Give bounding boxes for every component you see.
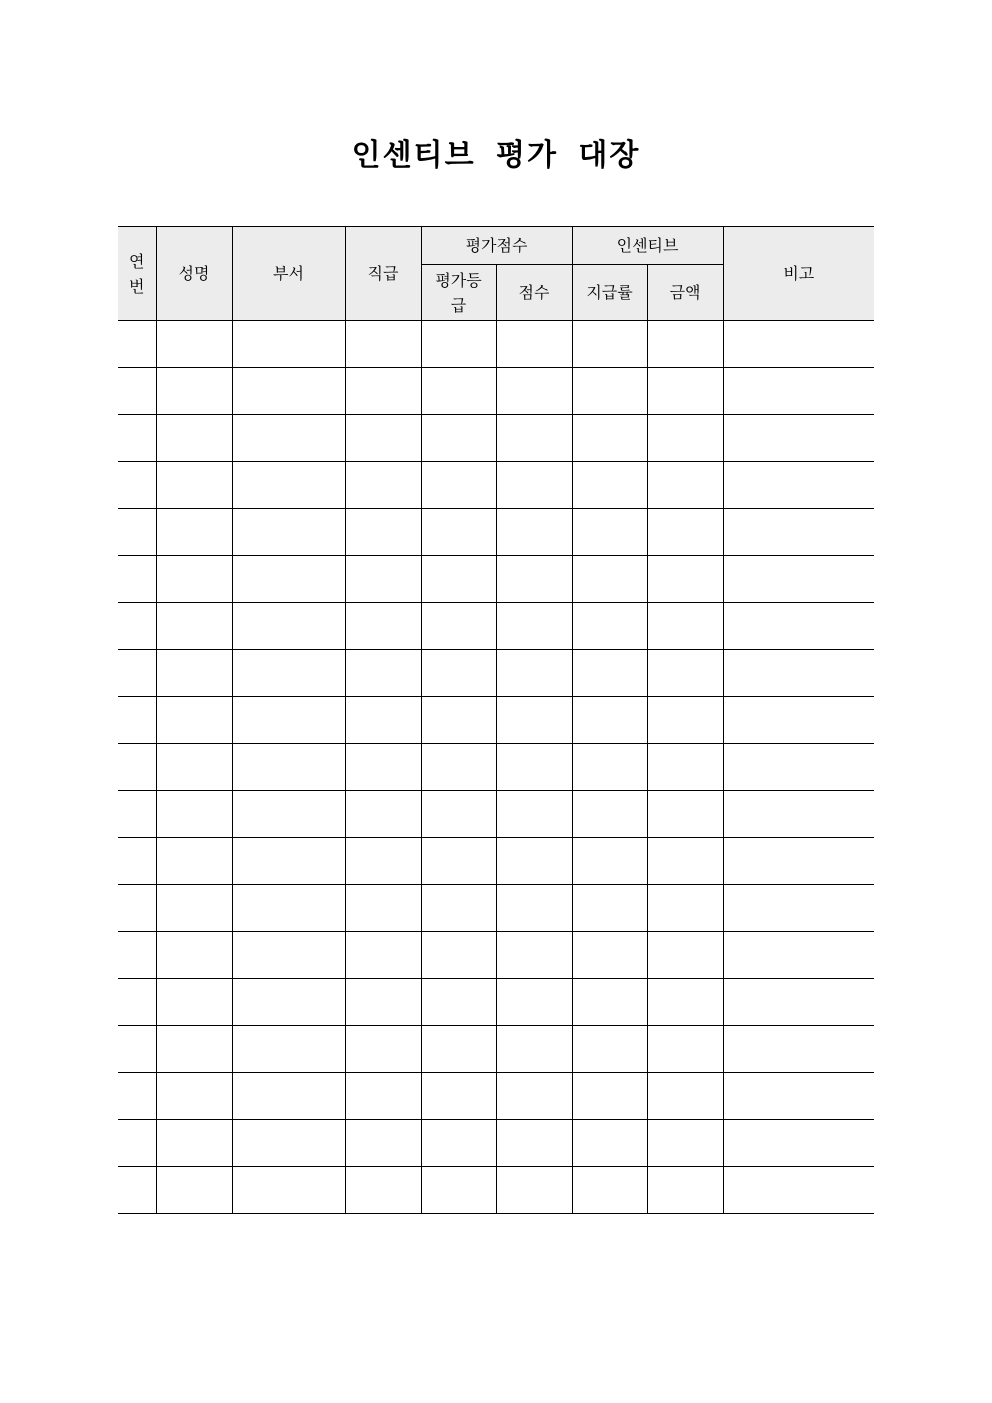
cell-dept[interactable] xyxy=(232,1073,345,1120)
cell-seq[interactable] xyxy=(118,697,156,744)
cell-pay-rate[interactable] xyxy=(572,979,647,1026)
cell-pay-rate[interactable] xyxy=(572,368,647,415)
table-row xyxy=(118,415,874,462)
cell-eval-grade[interactable] xyxy=(421,838,496,885)
cell-seq[interactable] xyxy=(118,1120,156,1167)
table-row xyxy=(118,791,874,838)
table-row xyxy=(118,838,874,885)
cell-dept[interactable] xyxy=(232,697,345,744)
table-header xyxy=(118,227,874,321)
cell-seq[interactable] xyxy=(118,603,156,650)
cell-dept[interactable] xyxy=(232,603,345,650)
cell-seq[interactable] xyxy=(118,744,156,791)
cell-score[interactable] xyxy=(496,321,572,368)
cell-name[interactable] xyxy=(156,932,232,979)
cell-name[interactable] xyxy=(156,650,232,697)
table-row xyxy=(118,744,874,791)
cell-rank[interactable] xyxy=(345,1120,421,1167)
header-amount: 금액 xyxy=(647,265,723,321)
cell-score[interactable] xyxy=(496,415,572,462)
cell-remarks[interactable] xyxy=(723,509,874,556)
header-incentive-group: 인센티브 xyxy=(572,227,723,265)
cell-seq[interactable] xyxy=(118,838,156,885)
cell-pay-rate[interactable] xyxy=(572,603,647,650)
cell-remarks[interactable] xyxy=(723,1120,874,1167)
cell-amount[interactable] xyxy=(647,462,723,509)
cell-eval-grade[interactable] xyxy=(421,1026,496,1073)
cell-score[interactable] xyxy=(496,509,572,556)
header-eval-grade xyxy=(421,265,496,321)
cell-amount[interactable] xyxy=(647,1026,723,1073)
cell-rank[interactable] xyxy=(345,791,421,838)
header-dept: 부서 xyxy=(232,227,345,321)
cell-rank[interactable] xyxy=(345,368,421,415)
cell-amount[interactable] xyxy=(647,791,723,838)
cell-dept[interactable] xyxy=(232,321,345,368)
cell-remarks[interactable] xyxy=(723,1167,874,1214)
cell-score[interactable] xyxy=(496,462,572,509)
cell-remarks[interactable] xyxy=(723,1073,874,1120)
table-row xyxy=(118,556,874,603)
cell-remarks[interactable] xyxy=(723,885,874,932)
cell-pay-rate[interactable] xyxy=(572,838,647,885)
cell-amount[interactable] xyxy=(647,650,723,697)
cell-remarks[interactable] xyxy=(723,368,874,415)
cell-rank[interactable] xyxy=(345,462,421,509)
cell-name[interactable] xyxy=(156,556,232,603)
table-row xyxy=(118,462,874,509)
table-body xyxy=(118,321,874,1214)
cell-rank[interactable] xyxy=(345,415,421,462)
cell-score[interactable] xyxy=(496,1026,572,1073)
cell-dept[interactable] xyxy=(232,556,345,603)
cell-rank[interactable] xyxy=(345,603,421,650)
cell-amount[interactable] xyxy=(647,1073,723,1120)
cell-seq[interactable] xyxy=(118,415,156,462)
cell-amount[interactable] xyxy=(647,415,723,462)
cell-pay-rate[interactable] xyxy=(572,697,647,744)
header-remarks: 비고 xyxy=(723,227,874,321)
cell-seq[interactable] xyxy=(118,1026,156,1073)
cell-amount[interactable] xyxy=(647,885,723,932)
cell-pay-rate[interactable] xyxy=(572,321,647,368)
cell-rank[interactable] xyxy=(345,1026,421,1073)
cell-remarks[interactable] xyxy=(723,979,874,1026)
cell-seq[interactable] xyxy=(118,509,156,556)
cell-rank[interactable] xyxy=(345,650,421,697)
cell-rank[interactable] xyxy=(345,556,421,603)
cell-dept[interactable] xyxy=(232,1120,345,1167)
table-row xyxy=(118,650,874,697)
cell-remarks[interactable] xyxy=(723,462,874,509)
cell-pay-rate[interactable] xyxy=(572,1026,647,1073)
cell-rank[interactable] xyxy=(345,979,421,1026)
cell-dept[interactable] xyxy=(232,1167,345,1214)
cell-remarks[interactable] xyxy=(723,415,874,462)
cell-pay-rate[interactable] xyxy=(572,556,647,603)
cell-eval-grade[interactable] xyxy=(421,697,496,744)
cell-dept[interactable] xyxy=(232,415,345,462)
cell-dept[interactable] xyxy=(232,650,345,697)
table-row xyxy=(118,1120,874,1167)
cell-amount[interactable] xyxy=(647,1167,723,1214)
table-row xyxy=(118,932,874,979)
cell-pay-rate[interactable] xyxy=(572,650,647,697)
header-seq xyxy=(118,227,156,321)
cell-amount[interactable] xyxy=(647,932,723,979)
header-eval-grade-label: 평가등급 xyxy=(435,270,482,315)
cell-amount[interactable] xyxy=(647,979,723,1026)
cell-score[interactable] xyxy=(496,650,572,697)
table-row xyxy=(118,885,874,932)
cell-seq[interactable] xyxy=(118,932,156,979)
cell-amount[interactable] xyxy=(647,744,723,791)
cell-amount[interactable] xyxy=(647,321,723,368)
cell-score[interactable] xyxy=(496,744,572,791)
table-row xyxy=(118,368,874,415)
cell-score[interactable] xyxy=(496,368,572,415)
cell-pay-rate[interactable] xyxy=(572,932,647,979)
cell-eval-grade[interactable] xyxy=(421,932,496,979)
cell-seq[interactable] xyxy=(118,979,156,1026)
cell-remarks[interactable] xyxy=(723,321,874,368)
cell-pay-rate[interactable] xyxy=(572,1167,647,1214)
cell-remarks[interactable] xyxy=(723,838,874,885)
cell-dept[interactable] xyxy=(232,744,345,791)
cell-pay-rate[interactable] xyxy=(572,1073,647,1120)
cell-eval-grade[interactable] xyxy=(421,603,496,650)
cell-eval-grade[interactable] xyxy=(421,509,496,556)
cell-seq[interactable] xyxy=(118,462,156,509)
cell-eval-grade[interactable] xyxy=(421,650,496,697)
cell-amount[interactable] xyxy=(647,368,723,415)
cell-pay-rate[interactable] xyxy=(572,509,647,556)
cell-rank[interactable] xyxy=(345,509,421,556)
page-title: 인센티브 평가 대장 xyxy=(351,138,641,173)
table-row xyxy=(118,509,874,556)
cell-seq[interactable] xyxy=(118,791,156,838)
cell-name[interactable] xyxy=(156,509,232,556)
cell-seq[interactable] xyxy=(118,1073,156,1120)
cell-dept[interactable] xyxy=(232,885,345,932)
cell-score[interactable] xyxy=(496,1167,572,1214)
cell-dept[interactable] xyxy=(232,791,345,838)
cell-name[interactable] xyxy=(156,979,232,1026)
cell-score[interactable] xyxy=(496,603,572,650)
cell-remarks[interactable] xyxy=(723,697,874,744)
cell-name[interactable] xyxy=(156,885,232,932)
cell-remarks[interactable] xyxy=(723,791,874,838)
header-eval-score-group: 평가점수 xyxy=(421,227,572,265)
cell-seq[interactable] xyxy=(118,1167,156,1214)
cell-rank[interactable] xyxy=(345,838,421,885)
cell-remarks[interactable] xyxy=(723,1026,874,1073)
cell-dept[interactable] xyxy=(232,462,345,509)
header-pay-rate: 지급률 xyxy=(572,265,647,321)
cell-amount[interactable] xyxy=(647,556,723,603)
cell-score[interactable] xyxy=(496,932,572,979)
header-rank: 직급 xyxy=(345,227,421,321)
cell-amount[interactable] xyxy=(647,509,723,556)
cell-amount[interactable] xyxy=(647,1120,723,1167)
cell-name[interactable] xyxy=(156,368,232,415)
cell-eval-grade[interactable] xyxy=(421,979,496,1026)
cell-name[interactable] xyxy=(156,697,232,744)
cell-name[interactable] xyxy=(156,1026,232,1073)
cell-dept[interactable] xyxy=(232,1026,345,1073)
cell-score[interactable] xyxy=(496,697,572,744)
cell-eval-grade[interactable] xyxy=(421,885,496,932)
table-row xyxy=(118,603,874,650)
cell-dept[interactable] xyxy=(232,979,345,1026)
cell-seq[interactable] xyxy=(118,556,156,603)
table-row xyxy=(118,1167,874,1214)
cell-name[interactable] xyxy=(156,1167,232,1214)
cell-name[interactable] xyxy=(156,791,232,838)
cell-rank[interactable] xyxy=(345,932,421,979)
cell-amount[interactable] xyxy=(647,697,723,744)
cell-score[interactable] xyxy=(496,791,572,838)
cell-rank[interactable] xyxy=(345,744,421,791)
cell-rank[interactable] xyxy=(345,321,421,368)
header-name: 성명 xyxy=(156,227,232,321)
cell-score[interactable] xyxy=(496,1120,572,1167)
cell-rank[interactable] xyxy=(345,697,421,744)
cell-score[interactable] xyxy=(496,1073,572,1120)
cell-rank[interactable] xyxy=(345,885,421,932)
cell-eval-grade[interactable] xyxy=(421,1120,496,1167)
cell-pay-rate[interactable] xyxy=(572,1120,647,1167)
cell-amount[interactable] xyxy=(647,838,723,885)
table-row xyxy=(118,321,874,368)
cell-remarks[interactable] xyxy=(723,556,874,603)
cell-dept[interactable] xyxy=(232,368,345,415)
cell-eval-grade[interactable] xyxy=(421,556,496,603)
cell-eval-grade[interactable] xyxy=(421,791,496,838)
cell-name[interactable] xyxy=(156,603,232,650)
cell-score[interactable] xyxy=(496,838,572,885)
cell-dept[interactable] xyxy=(232,932,345,979)
cell-remarks[interactable] xyxy=(723,744,874,791)
cell-score[interactable] xyxy=(496,556,572,603)
table-row xyxy=(118,979,874,1026)
table-row xyxy=(118,1073,874,1120)
cell-pay-rate[interactable] xyxy=(572,885,647,932)
cell-name[interactable] xyxy=(156,321,232,368)
header-score: 점수 xyxy=(496,265,572,321)
cell-rank[interactable] xyxy=(345,1167,421,1214)
cell-name[interactable] xyxy=(156,838,232,885)
cell-pay-rate[interactable] xyxy=(572,462,647,509)
cell-eval-grade[interactable] xyxy=(421,1073,496,1120)
cell-seq[interactable] xyxy=(118,368,156,415)
header-seq-label: 연번 xyxy=(129,251,145,296)
cell-score[interactable] xyxy=(496,885,572,932)
cell-amount[interactable] xyxy=(647,603,723,650)
cell-seq[interactable] xyxy=(118,321,156,368)
cell-eval-grade[interactable] xyxy=(421,744,496,791)
cell-pay-rate[interactable] xyxy=(572,415,647,462)
cell-eval-grade[interactable] xyxy=(421,462,496,509)
table-row xyxy=(118,1026,874,1073)
cell-rank[interactable] xyxy=(345,1073,421,1120)
cell-score[interactable] xyxy=(496,979,572,1026)
cell-eval-grade[interactable] xyxy=(421,368,496,415)
cell-name[interactable] xyxy=(156,462,232,509)
cell-name[interactable] xyxy=(156,1073,232,1120)
cell-remarks[interactable] xyxy=(723,603,874,650)
cell-name[interactable] xyxy=(156,744,232,791)
incentive-ledger-table xyxy=(118,226,874,1214)
cell-eval-grade[interactable] xyxy=(421,321,496,368)
cell-pay-rate[interactable] xyxy=(572,791,647,838)
cell-remarks[interactable] xyxy=(723,650,874,697)
cell-pay-rate[interactable] xyxy=(572,744,647,791)
cell-name[interactable] xyxy=(156,415,232,462)
cell-seq[interactable] xyxy=(118,885,156,932)
cell-dept[interactable] xyxy=(232,509,345,556)
cell-eval-grade[interactable] xyxy=(421,415,496,462)
cell-name[interactable] xyxy=(156,1120,232,1167)
cell-dept[interactable] xyxy=(232,838,345,885)
cell-remarks[interactable] xyxy=(723,932,874,979)
table-row xyxy=(118,697,874,744)
cell-eval-grade[interactable] xyxy=(421,1167,496,1214)
cell-seq[interactable] xyxy=(118,650,156,697)
